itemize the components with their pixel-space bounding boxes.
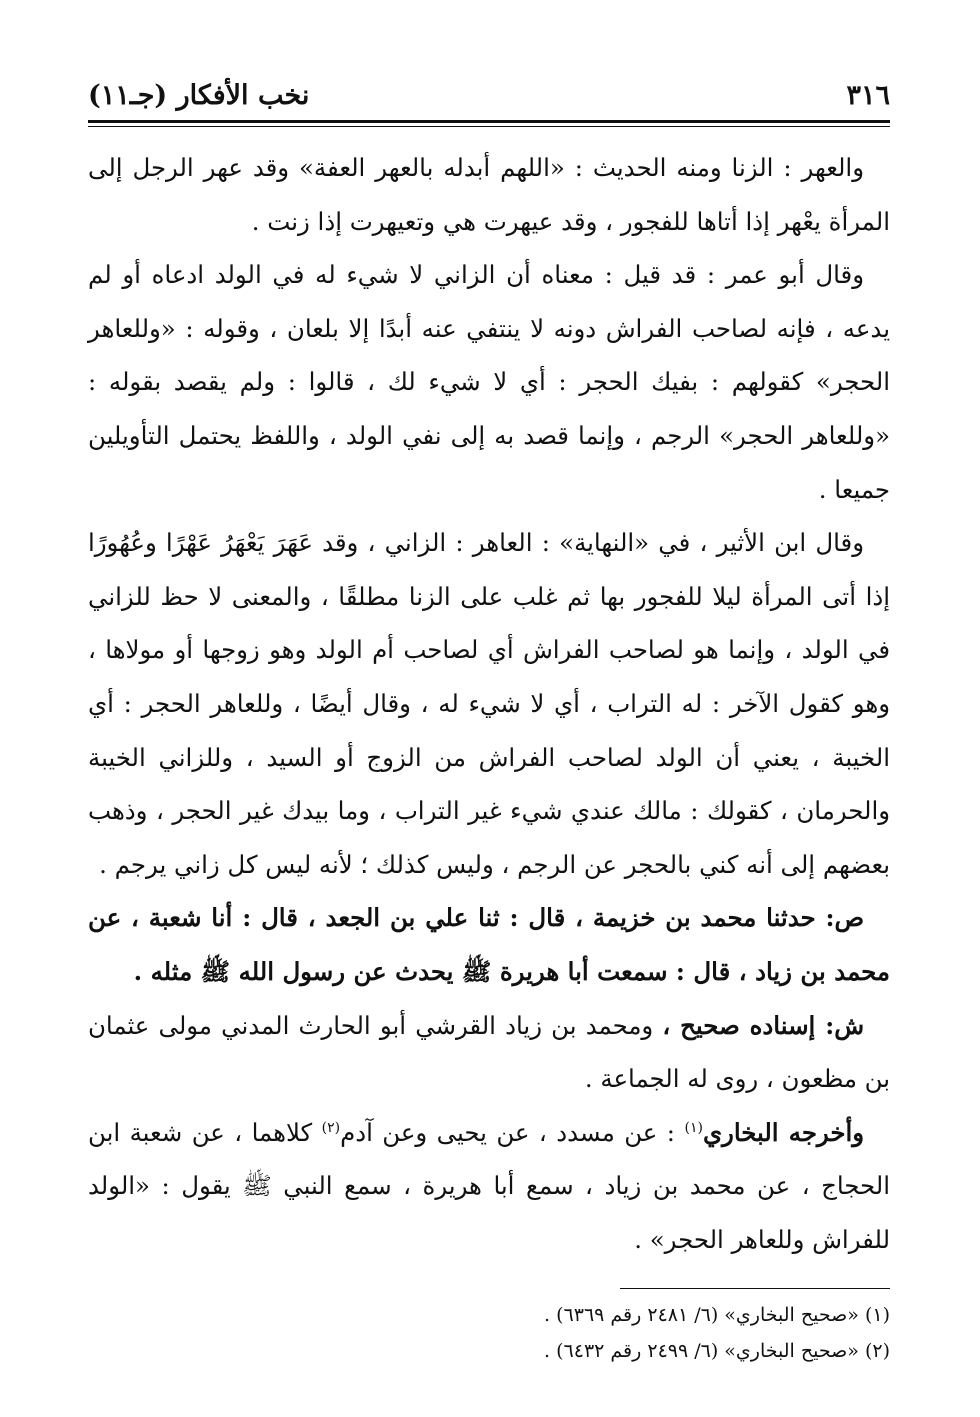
paragraph-6-lead: وأخرجه البخاري bbox=[702, 1117, 865, 1147]
footnote-2: (٢) «صحيح البخاري» (٦/ ٢٤٩٩ رقم ٦٤٣٢) . bbox=[544, 1340, 890, 1363]
paragraph-6-rest: كلاهما ، عن شعبة ابن الحجاج ، عن محمد بن زياد ، سمع أبا هريرة ، سمع النبي ﷺ يقول : «الولد للفراش وللعاهر الحجر» . bbox=[88, 1117, 890, 1254]
paragraph-6 bbox=[88, 1106, 890, 1267]
paragraph-5 bbox=[88, 999, 890, 1106]
paragraph-6-mid: : عن مسدد ، عن يحيى وعن آدم bbox=[340, 1117, 685, 1147]
paragraph-1: والعهر : الزنا ومنه الحديث : «اللهم أبدله بالعهر العفة» وقد عهر الرجل إلى المرأة يعْهر إذا أتاها للفجور ، وقد عيهرت هي وتعيهرت إذا زنت . bbox=[88, 153, 890, 236]
paragraph-5-lead: ش: إسناده صحيح ، bbox=[662, 1010, 864, 1040]
header-rule bbox=[88, 120, 890, 127]
book-title: نخب الأفكار (جـ١١) bbox=[88, 80, 310, 111]
paragraph-4-hadith: ص: حدثنا محمد بن خزيمة ، قال : ثنا علي بن الجعد ، قال : أنا شعبة ، عن محمد بن زياد ، قال : سمعت أبا هريرة ﷺ يحدث عن رسول الله ﷺ مثله . bbox=[88, 903, 890, 986]
book-page bbox=[88, 62, 890, 1377]
footnote-1: (١) «صحيح البخاري» (٦/ ٢٤٨١ رقم ٦٣٦٩) . bbox=[544, 1304, 890, 1327]
footnote-mark-2[interactable]: (٢) bbox=[321, 1119, 341, 1136]
main-text bbox=[88, 141, 890, 1266]
running-header bbox=[88, 62, 890, 116]
footnote-mark-1[interactable]: (١) bbox=[684, 1119, 703, 1136]
paragraph-3: وقال ابن الأثير ، في «النهاية» : العاهر : الزاني ، وقد عَهَرَ يَعْهَرُ عَهْرًا وعُهُورًا إذا أتى المرأة ليلا للفجور بها ثم غلب على الزنا مطلقًا ، والمعنى لا حظ للزاني في الولد ، وإنما هو لصاحب الفراش أي لصاحب أم الولد وهو زوجها أو مولاها ، وهو كقول الآخر : له التراب ، أي لا شيء له ، وقال أيضًا ، وللعاهر الحجر : أي الخيبة ، يعني أن الولد لصاحب الفراش من الزوج أو السيد ، وللزاني الخيبة والحرمان ، كقولك : مالك عندي شيء غير التراب ، وما بيدك غير الحجر ، وذهب بعضهم إلى أنه كني بالحجر عن الرجم ، وليس كذلك ؛ لأنه ليس كل زاني يرجم . bbox=[88, 528, 890, 879]
paragraph-5-rest: ومحمد بن زياد القرشي أبو الحارث المدني مولى عثمان بن مظعون ، روى له الجماعة . bbox=[88, 1010, 890, 1094]
footnotes bbox=[88, 1297, 890, 1369]
page-number: ٣١٦ bbox=[846, 80, 890, 111]
paragraph-2: وقال أبو عمر : قد قيل : معناه أن الزاني لا شيء له في الولد ادعاه أو لم يدعه ، فإنه لصاحب الفراش دونه لا ينتفي عنه أبدًا إلا بلعان ، وقوله : «وللعاهر الحجر» كقولهم : بفيك الحجر : أي لا شيء لك ، قالوا : ولم يقصد بقوله : «وللعاهر الحجر» الرجم ، وإنما قصد به إلى نفي الولد ، واللفظ يحتمل التأويلين جميعا . bbox=[88, 260, 890, 504]
footnote-separator bbox=[620, 1288, 890, 1289]
